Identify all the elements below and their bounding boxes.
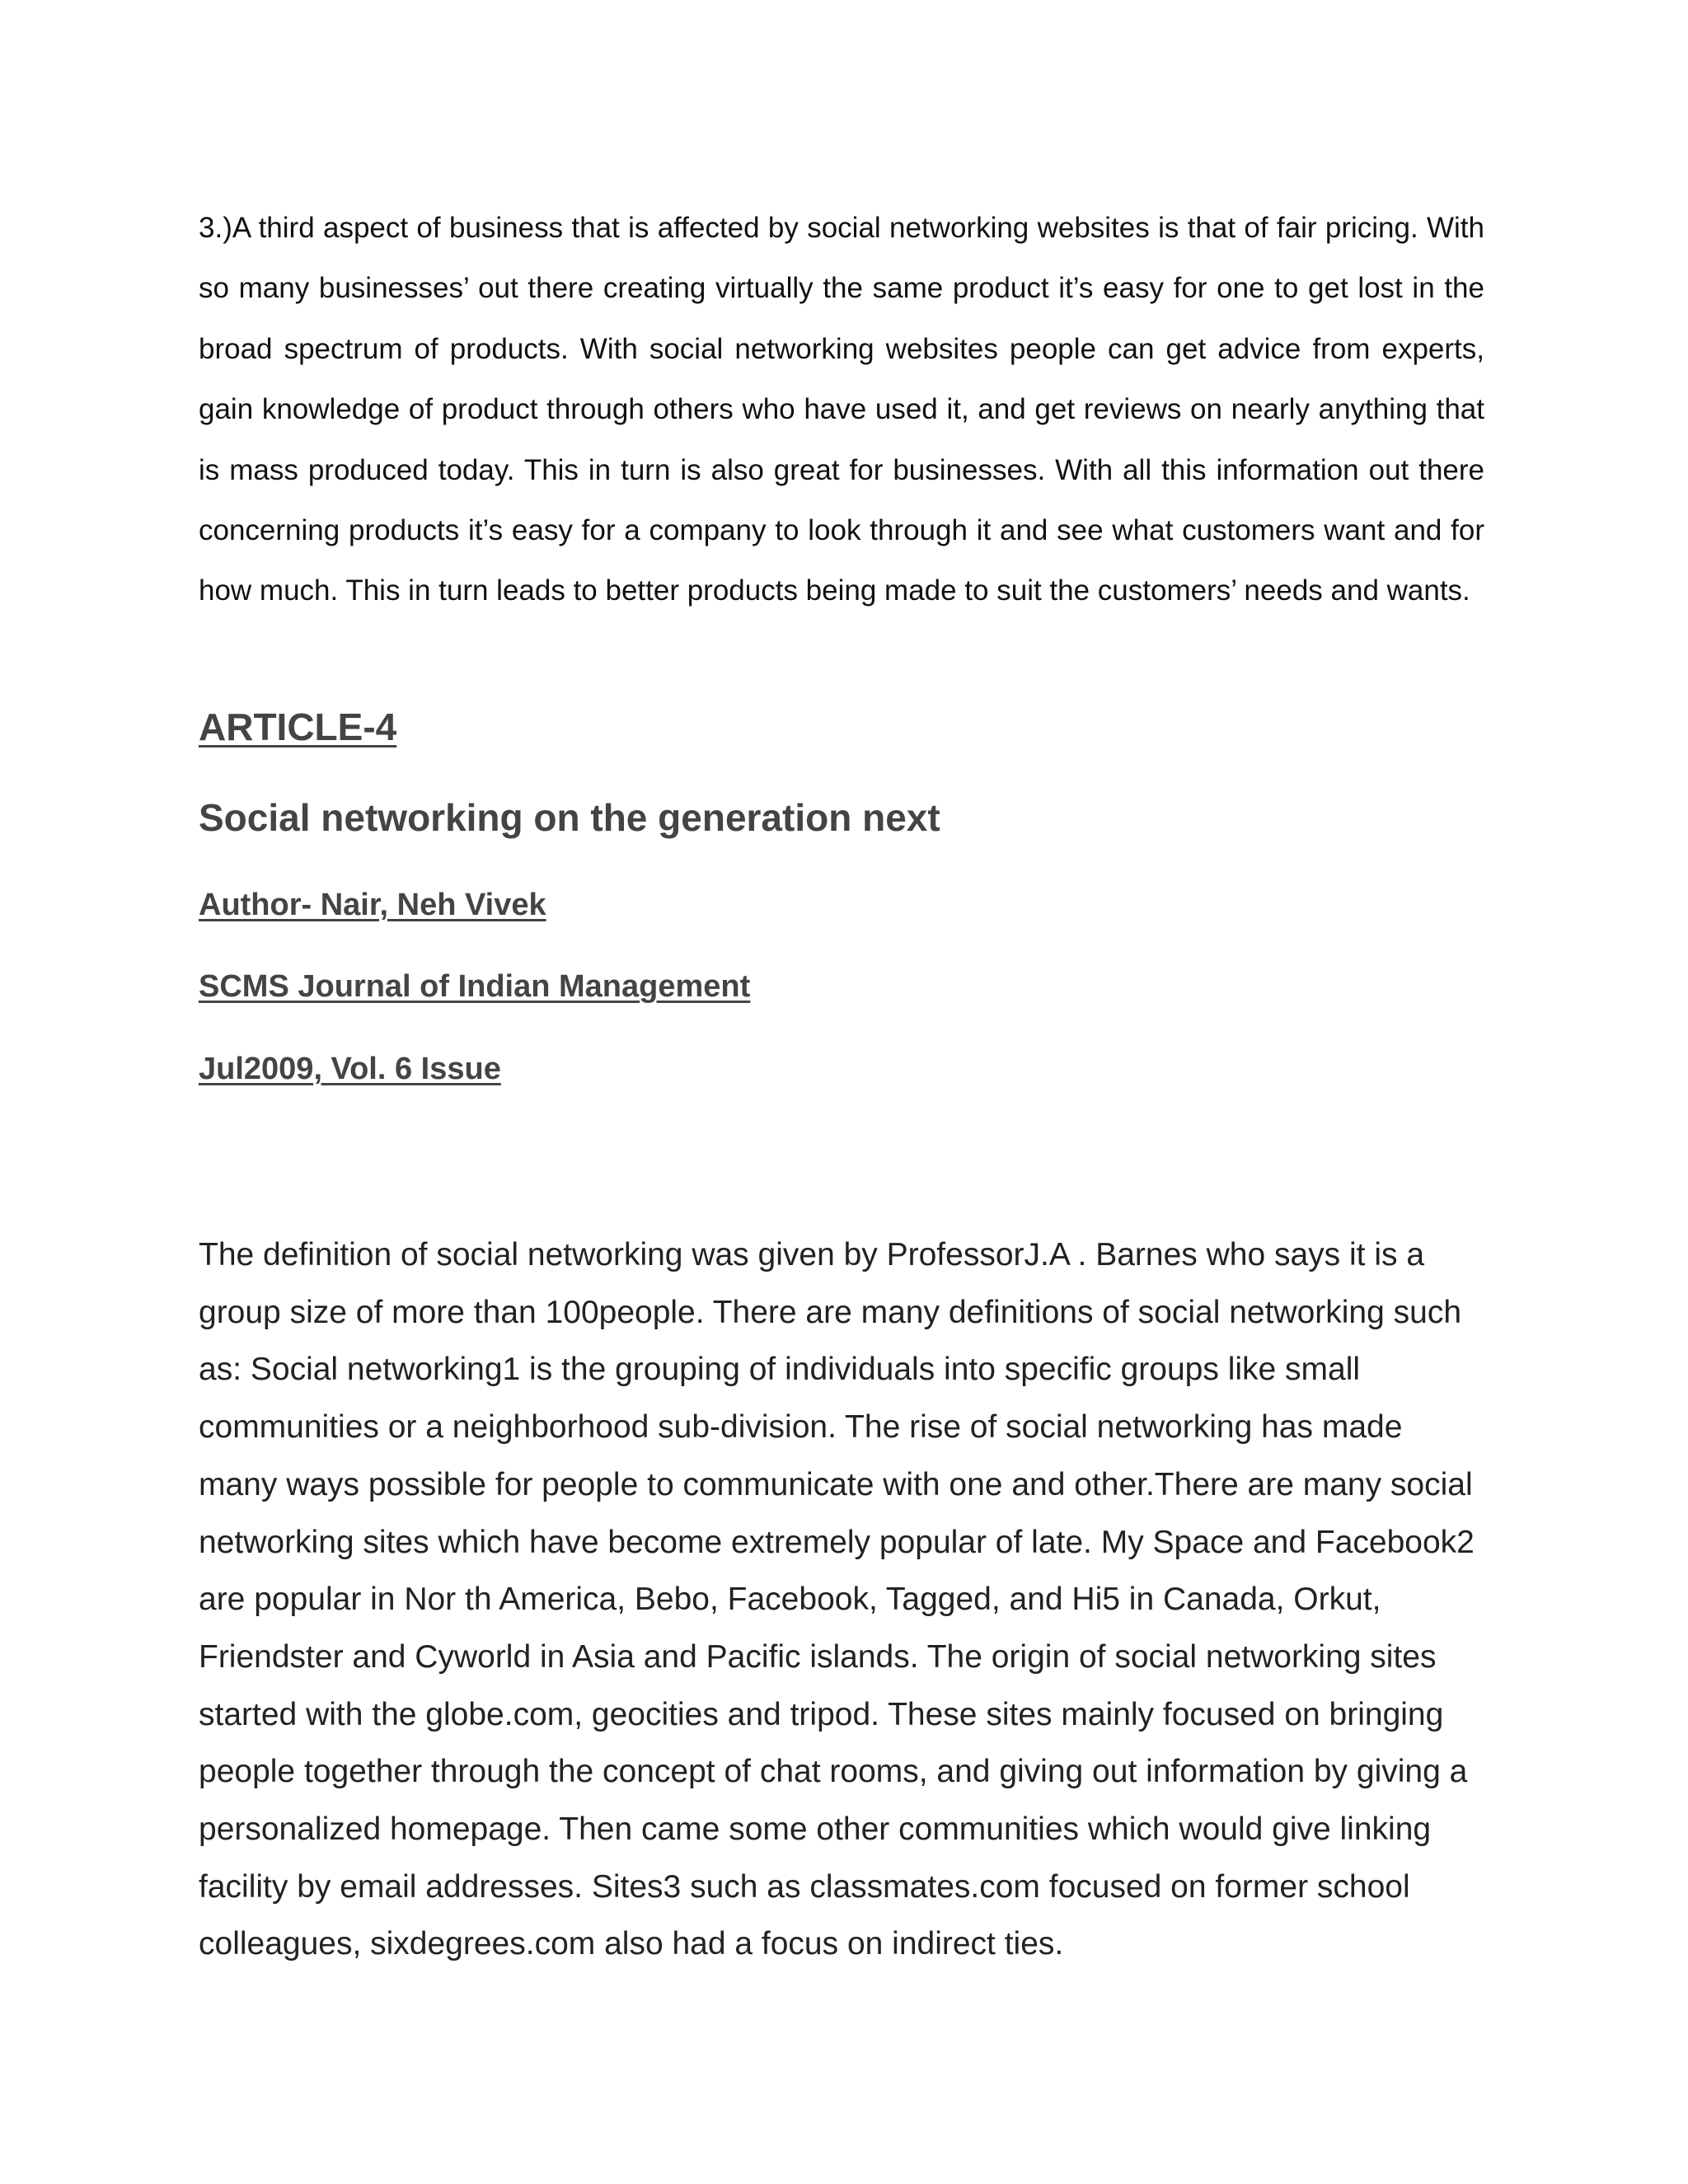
article-heading: ARTICLE-4 [199,705,397,748]
article-issue: Jul2009, Vol. 6 Issue [199,1052,501,1086]
intro-paragraph: 3.)A third aspect of business that is affected by social networking websites is that of fair pricing. With so many businesses’ out there creating virtually the same product it’s easy for one to get lost in the broad spectrum of products. With social networking websites people can get advice from experts, gain knowledge of product through others who have used it, and get reviews on nearly anything that is mass produced today. This in turn is also great for businesses. With all this information out there concerning products it’s easy for a company to look through it and see what customers want and for how much. This in turn leads to better products being made to suit the customers’ needs and wants. [199,212,1484,607]
article-author: Author- Nair, Neh Vivek [199,888,546,922]
body-paragraph: The definition of social networking was given by ProfessorJ.A . Barnes who says it is a group size of more than 100people. There are many definitions of social networking such as: Social networking1 is the grouping of individuals into specific groups like small communities or a neighborhood sub-division. The rise of social networking has made many ways possible for people to communicate with one and other.There are many social networking sites which have become extremely popular of late. My Space and Facebook2 are popular in Nor th America, Bebo, Facebook, Tagged, and Hi5 in Canada, Orkut, Friendster and Cyworld in Asia and Pacific islands. The origin of social networking sites started with the globe.com, geocities and tripod. These sites mainly focused on bringing people together through the concept of chat rooms, and giving out information by giving a personalized homepage. Then came some other communities which would give linking facility by email addresses. Sites3 such as classmates.com focused on former school colleagues, sixdegrees.com also had a focus on indirect ties. [199,1237,1475,1962]
article-title: Social networking on the generation next [199,796,940,839]
article-journal: SCMS Journal of Indian Management [199,969,751,1004]
